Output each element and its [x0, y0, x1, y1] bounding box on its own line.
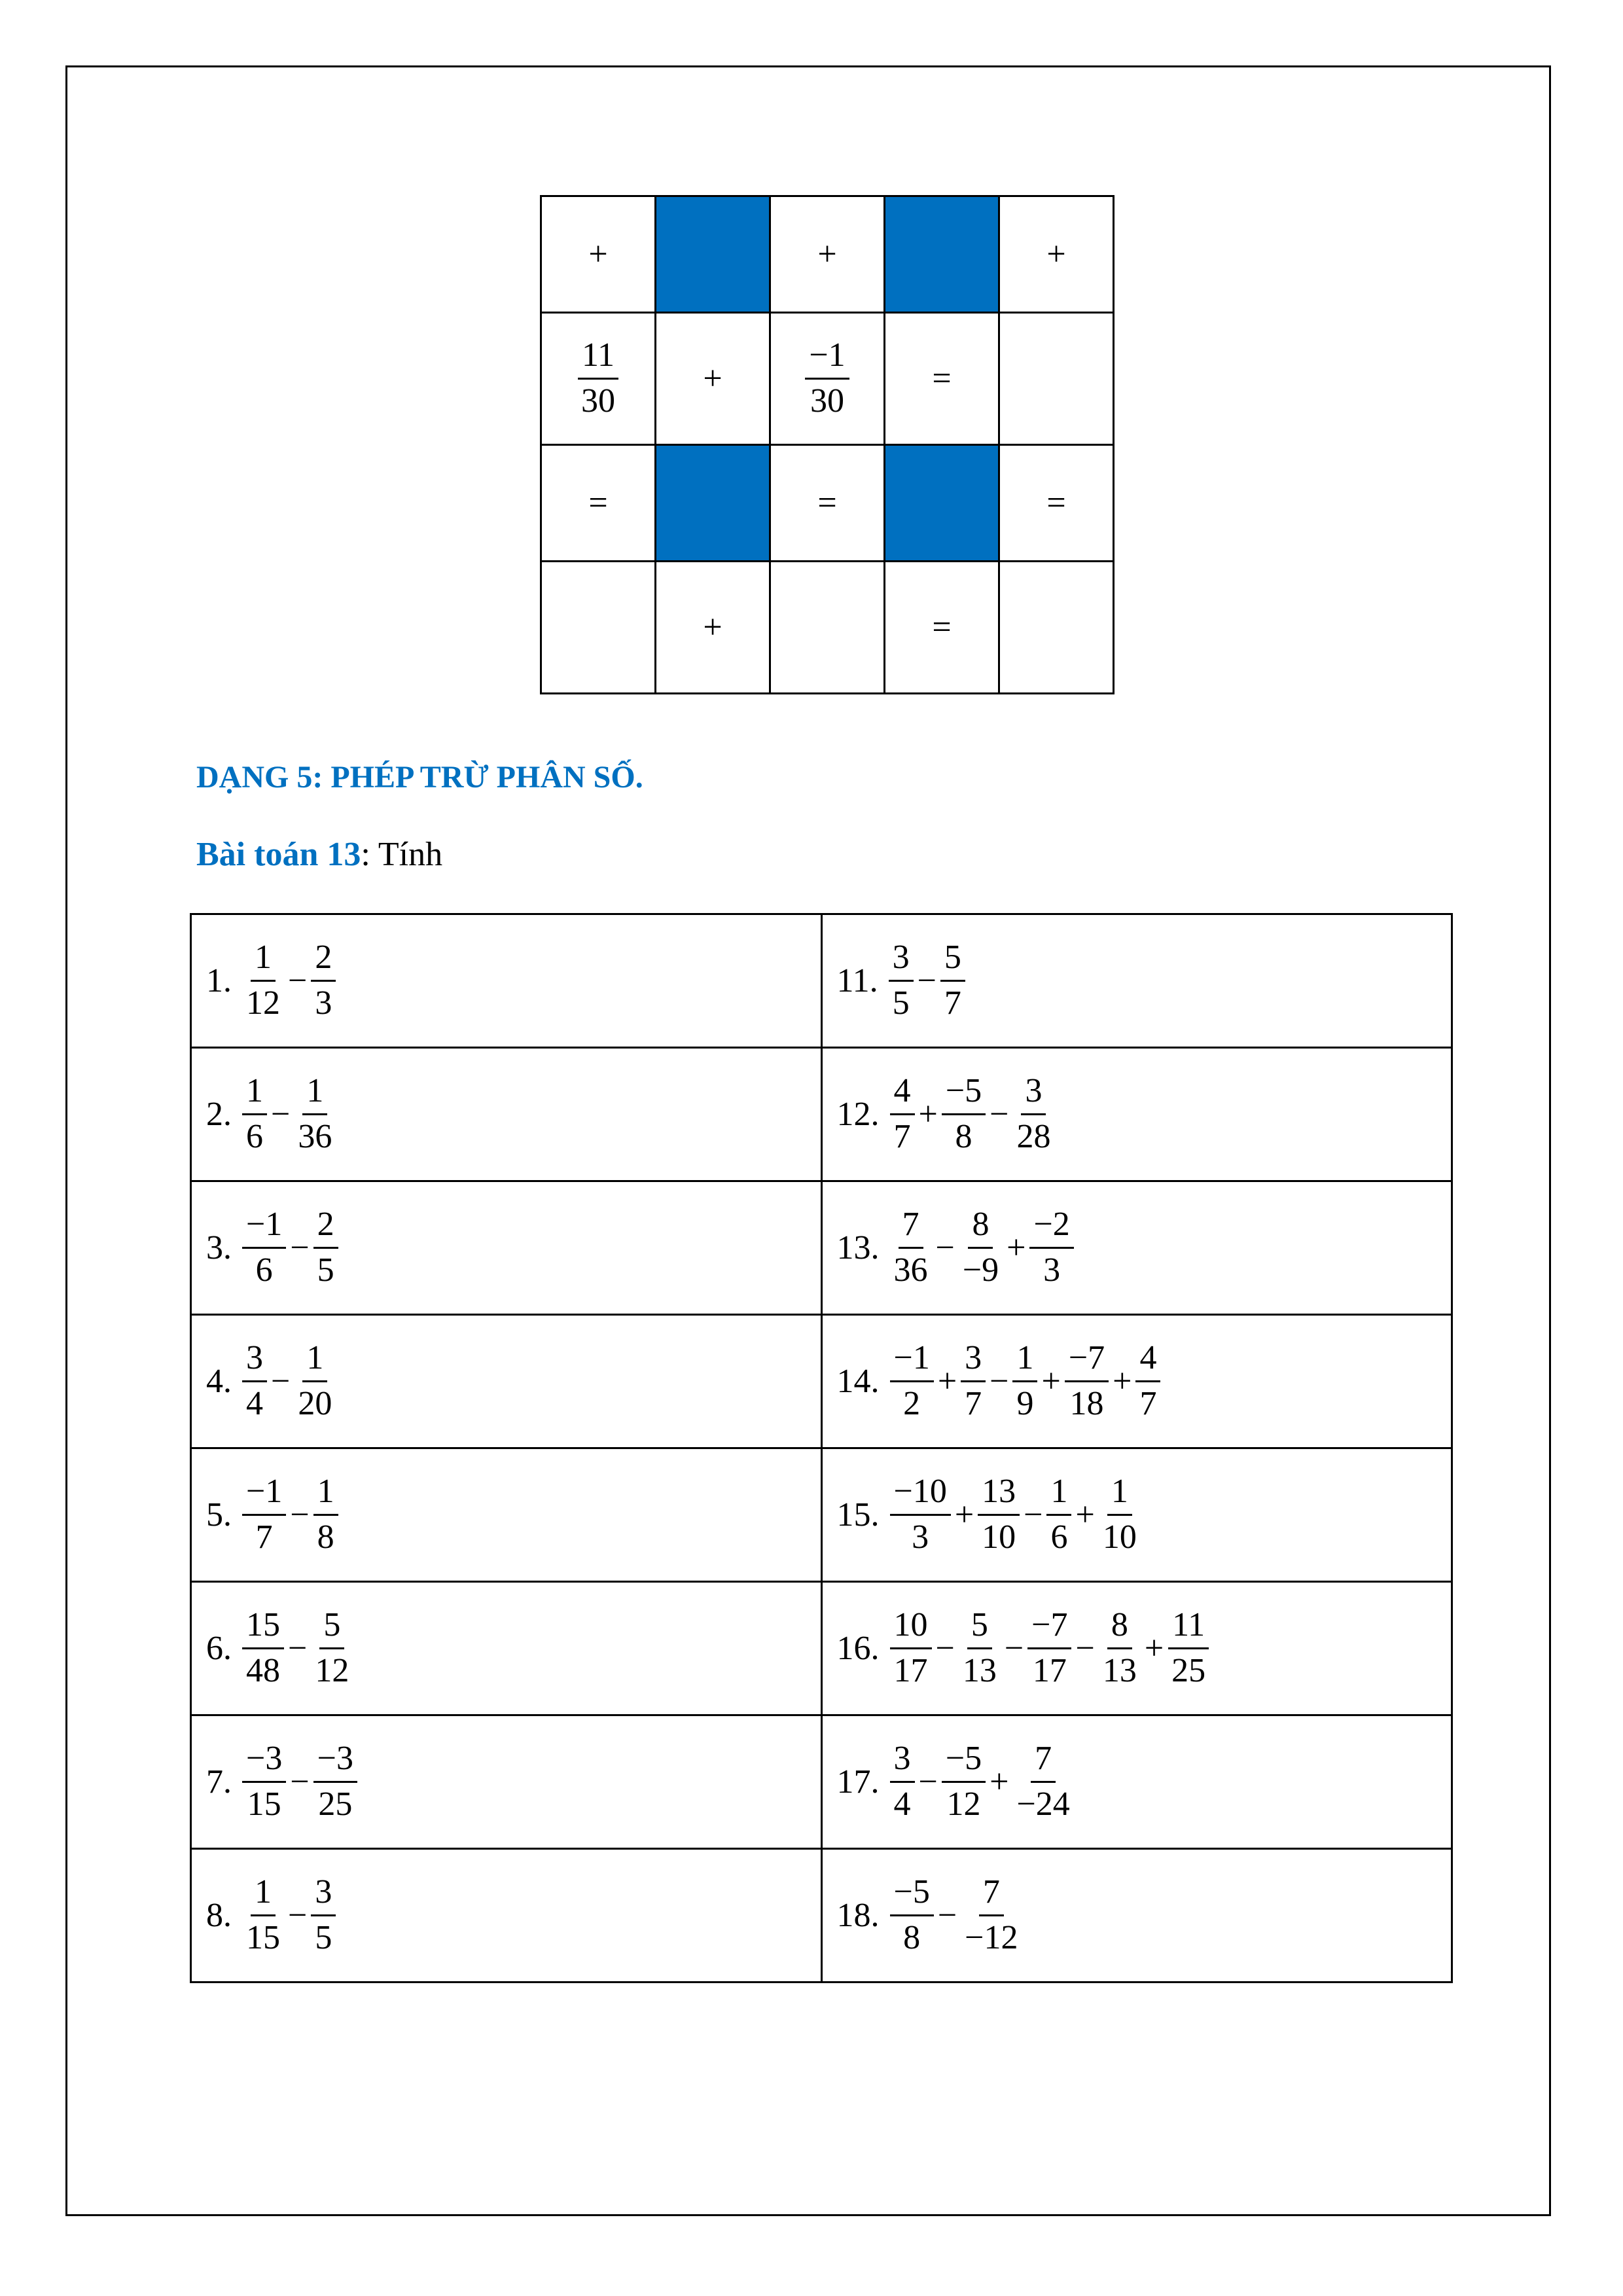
exercise-number: 7. [206, 1763, 232, 1801]
denominator: 5 [317, 1251, 334, 1289]
numerator: −3 [313, 1741, 357, 1783]
fraction [242, 1607, 284, 1689]
denominator: 4 [246, 1385, 263, 1422]
operator-sign: − [935, 1229, 955, 1266]
operator-sign: + [954, 1496, 974, 1534]
operator-sign: − [917, 962, 936, 999]
exercise-number: 1. [206, 962, 232, 999]
fraction-expression [206, 1474, 341, 1555]
operator-sign: − [271, 1096, 291, 1133]
fraction-expression [206, 1874, 338, 1956]
fraction [311, 1874, 336, 1956]
denominator: 30 [581, 382, 615, 420]
operator-sign: + [1007, 1229, 1026, 1266]
numerator: −5 [942, 1073, 986, 1115]
numerator: 1 [242, 1073, 267, 1115]
operator-sign: + [937, 1363, 957, 1400]
numerator: 1 [251, 1874, 276, 1916]
numerator: 8 [1107, 1607, 1132, 1649]
fraction [890, 1340, 934, 1422]
fraction [1012, 1340, 1037, 1422]
denominator: 36 [298, 1118, 332, 1155]
exercise-cell [191, 1048, 822, 1181]
puzzle-row [541, 445, 1114, 562]
exercise-number: 3. [206, 1229, 232, 1266]
denominator: 6 [246, 1118, 263, 1155]
numerator: 7 [979, 1874, 1004, 1916]
operator-sign: + [1113, 1363, 1132, 1400]
denominator: 7 [1139, 1385, 1157, 1422]
numerator: −10 [890, 1474, 951, 1516]
fraction [890, 1874, 934, 1956]
denominator: −12 [965, 1919, 1018, 1956]
exercise-number: 6. [206, 1630, 232, 1667]
operator-sign: − [990, 1363, 1009, 1400]
numerator: −5 [942, 1741, 986, 1783]
fraction [242, 1874, 284, 1956]
puzzle-row [541, 562, 1114, 694]
fraction [959, 1207, 1003, 1288]
puzzle-operator-cell: + [770, 196, 885, 313]
denominator: −24 [1016, 1785, 1070, 1823]
operator-sign: − [1075, 1630, 1095, 1667]
exercise-cell [821, 1048, 1452, 1181]
denominator: 7 [893, 1118, 911, 1155]
operator-sign: − [935, 1630, 955, 1667]
operator-sign: + [990, 1763, 1009, 1801]
exercise-cell [821, 1715, 1452, 1849]
fraction [1099, 1474, 1141, 1555]
fraction [242, 1073, 267, 1155]
denominator: 15 [246, 1919, 280, 1956]
puzzle-operator-cell: + [656, 313, 770, 445]
exercise-number: 5. [206, 1496, 232, 1534]
fraction-expression [206, 1340, 338, 1422]
fraction [942, 1741, 986, 1822]
exercise-cell [191, 1448, 822, 1582]
numerator: −7 [1065, 1340, 1109, 1382]
puzzle-answer-cell [999, 562, 1114, 694]
puzzle-operator-cell: = [541, 445, 656, 562]
numerator: 3 [890, 1741, 915, 1783]
operator-sign: − [937, 1897, 957, 1934]
numerator: 2 [311, 940, 336, 982]
denominator: 12 [246, 984, 280, 1022]
denominator: 13 [962, 1652, 997, 1689]
denominator: 8 [955, 1118, 972, 1155]
operator-sign: − [290, 1763, 310, 1801]
fraction [959, 1607, 1001, 1689]
fraction [311, 940, 336, 1021]
numerator: 3 [961, 1340, 986, 1382]
fraction [242, 940, 284, 1021]
fraction [311, 1607, 353, 1689]
puzzle-fraction-cell [541, 313, 656, 445]
numerator: 1 [251, 940, 276, 982]
operator-sign: + [1144, 1630, 1164, 1667]
fraction-expression [837, 1340, 1164, 1422]
exercise-table [190, 913, 1453, 1983]
fraction [890, 1474, 951, 1555]
numerator: 1 [1046, 1474, 1071, 1516]
problem-statement [196, 835, 442, 874]
exercise-number: 4. [206, 1363, 232, 1400]
denominator: 6 [255, 1251, 273, 1289]
denominator: 17 [1032, 1652, 1067, 1689]
fraction [961, 1340, 986, 1422]
numerator: 1 [302, 1073, 327, 1115]
fraction [1065, 1340, 1109, 1422]
exercise-row [191, 1849, 1452, 1982]
exercise-number: 8. [206, 1897, 232, 1934]
fraction [890, 1207, 932, 1288]
fraction-expression [837, 1607, 1213, 1689]
denominator: 3 [912, 1518, 929, 1556]
operator-sign: − [290, 1496, 310, 1534]
operator-sign: + [1075, 1496, 1095, 1534]
denominator: 7 [965, 1385, 982, 1422]
fraction [313, 1207, 338, 1288]
fraction [978, 1474, 1020, 1555]
operator-sign: − [1024, 1496, 1043, 1534]
exercise-row [191, 1181, 1452, 1315]
numerator: 7 [1031, 1741, 1056, 1783]
exercise-cell [191, 914, 822, 1048]
fraction [940, 940, 965, 1021]
numerator: −5 [890, 1874, 934, 1916]
fraction [961, 1874, 1022, 1956]
numerator: −2 [1029, 1207, 1073, 1249]
exercise-cell [191, 1181, 822, 1315]
denominator: 6 [1050, 1518, 1068, 1556]
denominator: 12 [946, 1785, 981, 1823]
operator-sign: − [1004, 1630, 1024, 1667]
exercise-cell [821, 1448, 1452, 1582]
puzzle-blocked-cell [885, 445, 999, 562]
fraction [1012, 1073, 1054, 1155]
puzzle-blocked-cell [656, 196, 770, 313]
fraction-expression [837, 1474, 1143, 1555]
fraction-expression [837, 1207, 1077, 1288]
fraction [1012, 1741, 1073, 1822]
numerator: 8 [968, 1207, 993, 1249]
fraction-expression [837, 1741, 1077, 1822]
exercise-row [191, 914, 1452, 1048]
denominator: 8 [317, 1518, 334, 1556]
puzzle-answer-cell [999, 313, 1114, 445]
numerator: 3 [889, 940, 914, 982]
denominator: 9 [1016, 1385, 1034, 1422]
fraction [242, 1741, 286, 1822]
numerator: 4 [890, 1073, 915, 1115]
puzzle-answer-cell [541, 562, 656, 694]
operator-sign: + [1041, 1363, 1061, 1400]
numerator: −1 [242, 1474, 286, 1516]
fraction [942, 1073, 986, 1155]
problem-instruction: : Tính [361, 836, 443, 873]
puzzle-blocked-cell [885, 196, 999, 313]
puzzle-operator-cell: = [885, 562, 999, 694]
numerator: −3 [242, 1741, 286, 1783]
numerator: −1 [242, 1207, 286, 1249]
numerator: 11 [578, 338, 618, 380]
exercise-cell [821, 914, 1452, 1048]
denominator: 7 [255, 1518, 273, 1556]
fraction [889, 940, 914, 1021]
denominator: 2 [903, 1385, 921, 1422]
denominator: 10 [982, 1518, 1016, 1556]
exercise-number: 2. [206, 1096, 232, 1133]
numerator: 1 [1107, 1474, 1132, 1516]
exercise-cell [191, 1582, 822, 1715]
exercise-row [191, 1582, 1452, 1715]
exercise-number: 16. [836, 1630, 880, 1667]
numerator: 3 [311, 1874, 336, 1916]
fraction [1168, 1607, 1209, 1689]
exercise-row [191, 1315, 1452, 1448]
denominator: −9 [962, 1251, 999, 1289]
fraction [313, 1741, 357, 1822]
exercise-number: 18. [836, 1897, 880, 1934]
denominator: 15 [247, 1785, 281, 1823]
numerator: 1 [302, 1340, 327, 1382]
fraction-expression [206, 1741, 360, 1822]
operator-sign: − [990, 1096, 1009, 1133]
puzzle-operator-cell: = [885, 313, 999, 445]
numerator: 15 [242, 1607, 284, 1649]
fraction [294, 1073, 336, 1155]
denominator: 20 [298, 1385, 332, 1422]
puzzle-blocked-cell [656, 445, 770, 562]
numerator: 11 [1168, 1607, 1209, 1649]
denominator: 3 [1043, 1251, 1061, 1289]
numerator: 5 [319, 1607, 344, 1649]
denominator: 3 [315, 984, 332, 1022]
numerator: 5 [940, 940, 965, 982]
fraction [242, 1340, 267, 1422]
problem-label: Bài toán 13 [196, 836, 361, 873]
numerator: 5 [967, 1607, 992, 1649]
denominator: 48 [246, 1652, 280, 1689]
fraction-expression [837, 940, 968, 1021]
exercise-row [191, 1715, 1452, 1849]
operator-sign: − [271, 1363, 291, 1400]
exercise-row [191, 1448, 1452, 1582]
denominator: 13 [1102, 1652, 1137, 1689]
numerator: −7 [1027, 1607, 1071, 1649]
operator-sign: − [290, 1229, 310, 1266]
exercise-row [191, 1048, 1452, 1181]
puzzle-row [541, 313, 1114, 445]
exercise-cell [191, 1849, 822, 1982]
puzzle-row [541, 196, 1114, 313]
numerator: 10 [890, 1607, 932, 1649]
fraction [1029, 1207, 1073, 1288]
operator-sign: − [918, 1763, 938, 1801]
denominator: 36 [893, 1251, 928, 1289]
exercise-number: 12. [836, 1096, 880, 1133]
fraction-expression [206, 1207, 341, 1288]
fraction [1135, 1340, 1160, 1422]
numerator: −1 [890, 1340, 934, 1382]
numerator: 1 [1012, 1340, 1037, 1382]
exercise-cell [821, 1315, 1452, 1448]
fraction-expression [206, 1607, 355, 1689]
fraction [313, 1474, 338, 1555]
fraction [1099, 1607, 1141, 1689]
fraction-expression [837, 1874, 1025, 1956]
fraction [242, 1474, 286, 1555]
denominator: 8 [903, 1919, 921, 1956]
fraction [1046, 1474, 1071, 1555]
operator-sign: − [288, 962, 308, 999]
numerator: 13 [978, 1474, 1020, 1516]
denominator: 25 [1171, 1652, 1206, 1689]
exercise-number: 15. [836, 1496, 880, 1534]
fraction-expression [837, 1073, 1058, 1155]
operator-sign: − [288, 1630, 308, 1667]
exercise-cell [821, 1582, 1452, 1715]
puzzle-operator-cell: + [541, 196, 656, 313]
operator-sign: − [288, 1897, 308, 1934]
exercise-cell [191, 1315, 822, 1448]
fraction [577, 338, 619, 419]
exercise-cell [821, 1849, 1452, 1982]
denominator: 12 [315, 1652, 349, 1689]
denominator: 10 [1102, 1518, 1137, 1556]
fraction [294, 1340, 336, 1422]
puzzle-operator-cell: = [999, 445, 1114, 562]
denominator: 5 [892, 984, 910, 1022]
numerator: −1 [805, 338, 849, 380]
puzzle-operator-cell: + [656, 562, 770, 694]
denominator: 18 [1069, 1385, 1104, 1422]
fraction-expression [206, 1073, 338, 1155]
section-heading: DẠNG 5: PHÉP TRỪ PHÂN SỐ. [196, 760, 643, 795]
exercise-number: 14. [836, 1363, 880, 1400]
exercise-number: 13. [836, 1229, 880, 1266]
denominator: 17 [893, 1652, 928, 1689]
exercise-number: 11. [836, 962, 878, 999]
fraction-puzzle-grid [540, 195, 1115, 694]
exercise-cell [191, 1715, 822, 1849]
puzzle-fraction-cell [770, 313, 885, 445]
numerator: 7 [899, 1207, 923, 1249]
numerator: 1 [313, 1474, 338, 1516]
fraction [242, 1207, 286, 1288]
numerator: 2 [313, 1207, 338, 1249]
exercise-number: 17. [836, 1763, 880, 1801]
puzzle-answer-cell [770, 562, 885, 694]
fraction [805, 338, 849, 419]
denominator: 5 [315, 1919, 332, 1956]
denominator: 7 [944, 984, 961, 1022]
denominator: 25 [318, 1785, 353, 1823]
operator-sign: + [918, 1096, 938, 1133]
fraction [890, 1073, 915, 1155]
fraction-expression [206, 940, 338, 1021]
exercise-cell [821, 1181, 1452, 1315]
puzzle-operator-cell: = [770, 445, 885, 562]
denominator: 4 [893, 1785, 911, 1823]
fraction [1027, 1607, 1071, 1689]
fraction [890, 1607, 932, 1689]
denominator: 28 [1016, 1118, 1051, 1155]
numerator: 4 [1135, 1340, 1160, 1382]
numerator: 3 [242, 1340, 267, 1382]
numerator: 3 [1021, 1073, 1046, 1115]
puzzle-operator-cell: + [999, 196, 1114, 313]
fraction [890, 1741, 915, 1822]
denominator: 30 [810, 382, 844, 420]
